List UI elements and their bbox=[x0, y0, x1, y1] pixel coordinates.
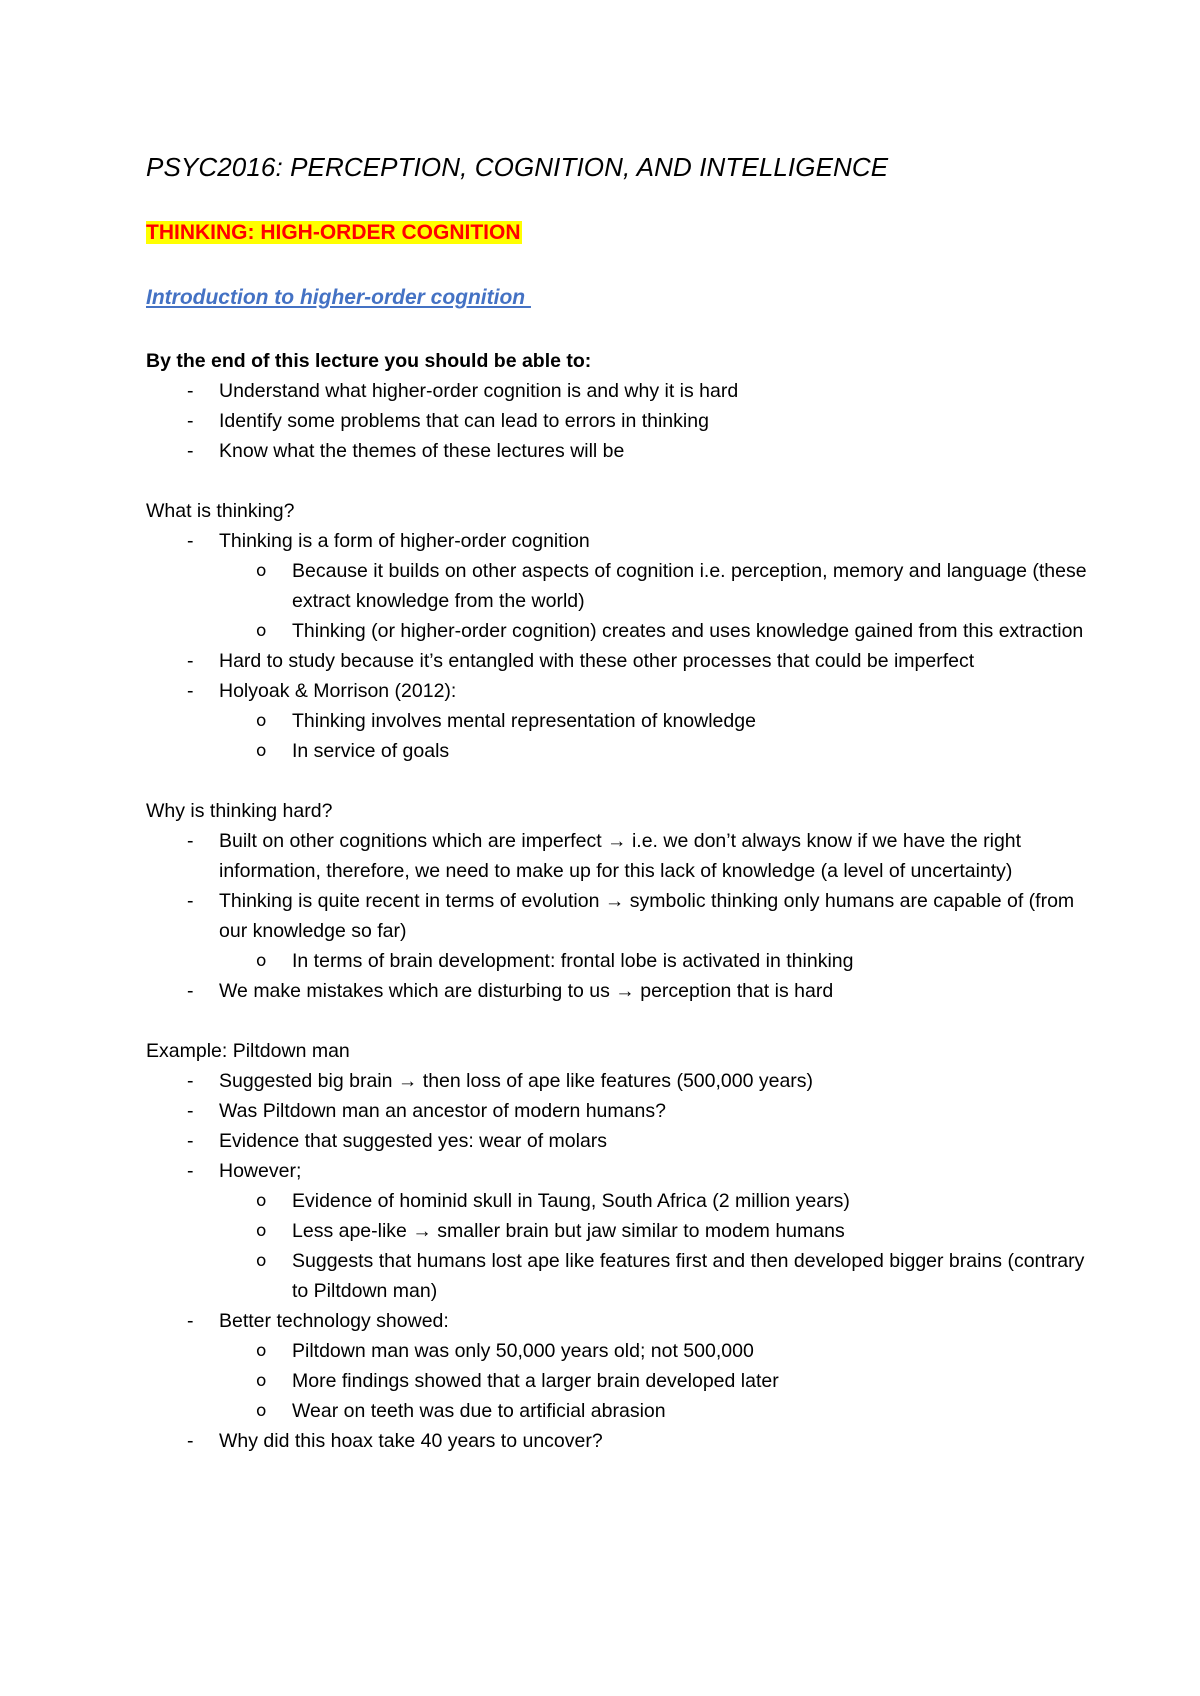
list-item-text: Suggested big brain → then loss of ape like features (500,000 years) bbox=[219, 1070, 814, 1092]
list-item-text: We make mistakes which are disturbing to us → perception that is hard bbox=[219, 980, 834, 1002]
dash-bullet-icon: - bbox=[187, 650, 194, 672]
list-item-text: Was Piltdown man an ancestor of modern humans? bbox=[219, 1100, 666, 1122]
list-item bbox=[146, 436, 1106, 466]
dash-bullet-icon: - bbox=[187, 410, 194, 432]
notes-body bbox=[146, 346, 1106, 1486]
sub-list-item bbox=[219, 1246, 1106, 1306]
notes-block bbox=[146, 796, 1106, 1006]
topic-heading bbox=[146, 219, 522, 247]
dash-bullet-icon: - bbox=[187, 380, 194, 402]
sub-list-item-text: In terms of brain development: frontal lobe is activated in thinking bbox=[292, 950, 854, 972]
list-item bbox=[146, 376, 1106, 406]
dash-bullet-icon: - bbox=[187, 440, 194, 462]
sub-list-item bbox=[219, 736, 1106, 766]
list-item-text: Thinking is quite recent in terms of evolution → symbolic thinking only humans are capable of (from our knowledge so far) bbox=[219, 890, 1075, 942]
bullet-list bbox=[146, 826, 1106, 1006]
notes-block bbox=[146, 1036, 1106, 1456]
list-item-text: Understand what higher-order cognition is and why it is hard bbox=[219, 380, 739, 402]
dash-bullet-icon: - bbox=[187, 1430, 194, 1452]
list-item-text: Hard to study because it’s entangled with these other processes that could be imperfect bbox=[219, 650, 975, 672]
list-item-text: Better technology showed: bbox=[219, 1310, 449, 1332]
sub-list-item bbox=[219, 706, 1106, 736]
sub-list-item bbox=[219, 1396, 1106, 1426]
document-title: PSYC2016: PERCEPTION, COGNITION, AND INTELLIGENCE bbox=[146, 152, 889, 182]
block-heading: What is thinking? bbox=[146, 500, 295, 522]
sub-list-item-text: Thinking (or higher-order cognition) creates and uses knowledge gained from this extraction bbox=[292, 620, 1084, 642]
sub-list-item-text: Piltdown man was only 50,000 years old; not 500,000 bbox=[292, 1340, 754, 1362]
list-item bbox=[146, 886, 1106, 976]
dash-bullet-icon: - bbox=[187, 680, 194, 702]
notes-block bbox=[146, 496, 1106, 766]
dash-bullet-icon: - bbox=[187, 1100, 194, 1122]
list-item bbox=[146, 1426, 1106, 1456]
dash-bullet-icon: - bbox=[187, 1310, 194, 1332]
list-item-text: Know what the themes of these lectures will be bbox=[219, 440, 625, 462]
sub-list-item-text: Wear on teeth was due to artificial abrasion bbox=[292, 1400, 666, 1422]
list-item bbox=[146, 826, 1106, 886]
notes-block bbox=[146, 346, 1106, 466]
list-item bbox=[146, 646, 1106, 676]
sub-bullet-list bbox=[219, 946, 1106, 976]
list-item bbox=[146, 976, 1106, 1006]
block-heading: Example: Piltdown man bbox=[146, 1040, 350, 1062]
sub-list-item-text: Suggests that humans lost ape like features first and then developed bigger brains (contrary to Piltdown man) bbox=[292, 1250, 1085, 1302]
highlighted-heading-text: THINKING: HIGH-ORDER COGNITION bbox=[146, 221, 521, 244]
circle-bullet-icon: o bbox=[256, 711, 267, 731]
list-item bbox=[146, 676, 1106, 766]
sub-list-item-text: More findings showed that a larger brain developed later bbox=[292, 1370, 779, 1392]
dash-bullet-icon: - bbox=[187, 1070, 194, 1092]
circle-bullet-icon: o bbox=[256, 1191, 267, 1211]
sub-bullet-list bbox=[219, 706, 1106, 766]
list-item bbox=[146, 1306, 1106, 1426]
circle-bullet-icon: o bbox=[256, 621, 267, 641]
circle-bullet-icon: o bbox=[256, 1341, 267, 1361]
list-item-text: Holyoak & Morrison (2012): bbox=[219, 680, 457, 702]
sub-list-item-text: Thinking involves mental representation of knowledge bbox=[292, 710, 756, 732]
sub-list-item bbox=[219, 1216, 1106, 1246]
list-item bbox=[146, 526, 1106, 646]
list-item bbox=[146, 406, 1106, 436]
sub-list-item bbox=[219, 946, 1106, 976]
list-item-text: Identify some problems that can lead to errors in thinking bbox=[219, 410, 709, 432]
sub-bullet-list bbox=[219, 1186, 1106, 1306]
circle-bullet-icon: o bbox=[256, 951, 267, 971]
sub-bullet-list bbox=[219, 1336, 1106, 1426]
sub-bullet-list bbox=[219, 556, 1106, 646]
bullet-list bbox=[146, 526, 1106, 766]
circle-bullet-icon: o bbox=[256, 1221, 267, 1241]
list-item bbox=[146, 1066, 1106, 1096]
list-item-text: Evidence that suggested yes: wear of molars bbox=[219, 1130, 608, 1152]
circle-bullet-icon: o bbox=[256, 1401, 267, 1421]
sub-list-item-text: In service of goals bbox=[292, 740, 450, 762]
list-item-text: However; bbox=[219, 1160, 302, 1182]
dash-bullet-icon: - bbox=[187, 1130, 194, 1152]
list-item-text: Thinking is a form of higher-order cognition bbox=[219, 530, 590, 552]
circle-bullet-icon: o bbox=[256, 1371, 267, 1391]
sub-list-item bbox=[219, 616, 1106, 646]
circle-bullet-icon: o bbox=[256, 1251, 267, 1271]
bullet-list bbox=[146, 1066, 1106, 1456]
dash-bullet-icon: - bbox=[187, 830, 194, 852]
list-item bbox=[146, 1156, 1106, 1306]
block-heading: Why is thinking hard? bbox=[146, 800, 333, 822]
sub-list-item bbox=[219, 1186, 1106, 1216]
dash-bullet-icon: - bbox=[187, 980, 194, 1002]
circle-bullet-icon: o bbox=[256, 741, 267, 761]
circle-bullet-icon: o bbox=[256, 561, 267, 581]
block-heading: By the end of this lecture you should be able to: bbox=[146, 350, 592, 372]
dash-bullet-icon: - bbox=[187, 530, 194, 552]
section-heading-link[interactable]: Introduction to higher-order cognition bbox=[146, 286, 531, 309]
sub-list-item-text: Less ape-like → smaller brain but jaw similar to modem humans bbox=[292, 1220, 845, 1242]
sub-list-item bbox=[219, 1366, 1106, 1396]
dash-bullet-icon: - bbox=[187, 890, 194, 912]
sub-list-item-text: Because it builds on other aspects of cognition i.e. perception, memory and language (these extract knowledge from the world) bbox=[292, 560, 1087, 612]
sub-list-item-text: Evidence of hominid skull in Taung, South Africa (2 million years) bbox=[292, 1190, 850, 1212]
list-item bbox=[146, 1126, 1106, 1156]
dash-bullet-icon: - bbox=[187, 1160, 194, 1182]
sub-list-item bbox=[219, 556, 1106, 616]
list-item-text: Why did this hoax take 40 years to uncover? bbox=[219, 1430, 603, 1452]
list-item bbox=[146, 1096, 1106, 1126]
list-item-text: Built on other cognitions which are imperfect → i.e. we don’t always know if we have the right information, therefore, we need to make up for this lack of knowledge (a level of uncertainty) bbox=[219, 830, 1022, 882]
sub-list-item bbox=[219, 1336, 1106, 1366]
bullet-list bbox=[146, 376, 1106, 466]
